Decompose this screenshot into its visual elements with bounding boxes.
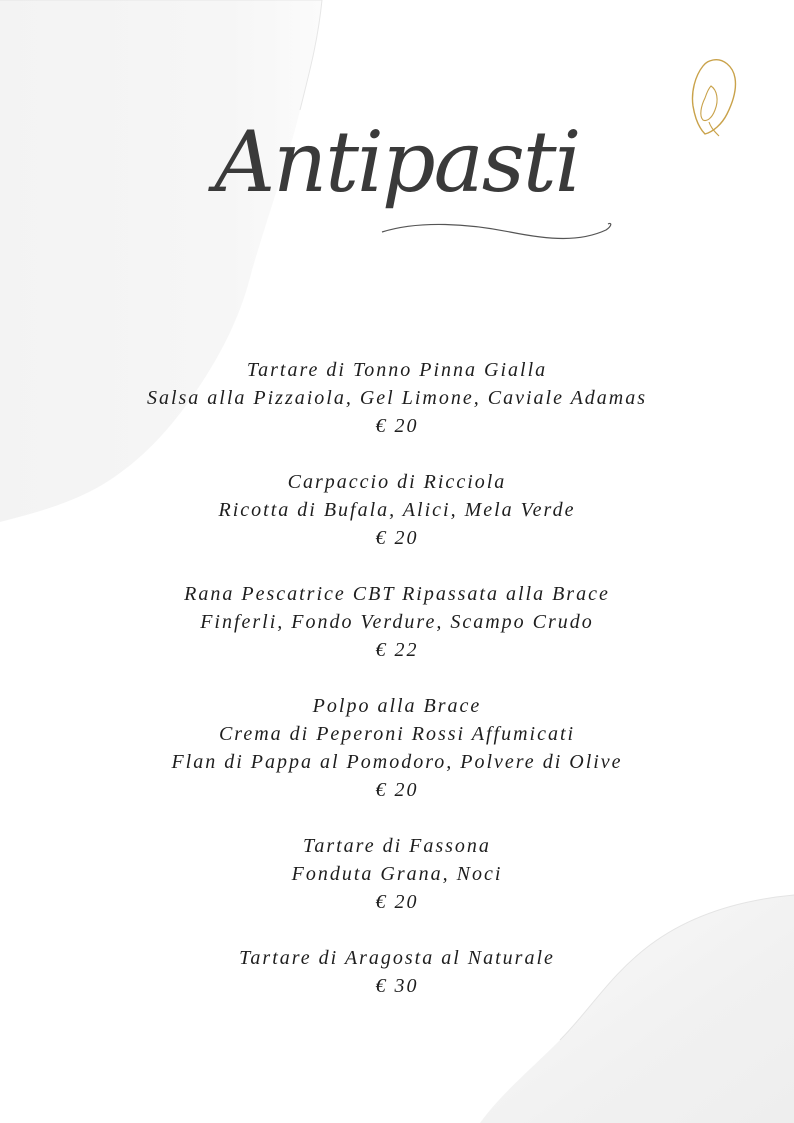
dish-description: Crema di Peperoni Rossi Affumicati (218, 723, 576, 745)
dish-price: € 30 (375, 975, 419, 997)
dish-price: € 20 (375, 891, 419, 913)
dish-price: € 20 (375, 779, 419, 801)
dish-name: Carpaccio di Ricciola (287, 471, 507, 493)
dish-name: Tartare di Tonno Pinna Gialla (246, 359, 548, 381)
menu-item (0, 580, 794, 664)
menu-item (0, 944, 794, 1000)
title-underline-swash (380, 212, 620, 248)
dish-description: Ricotta di Bufala, Alici, Mela Verde (218, 499, 576, 521)
menu-list (0, 356, 794, 1028)
menu-item (0, 692, 794, 804)
menu-item (0, 832, 794, 916)
dish-name: Rana Pescatrice CBT Ripassata alla Brace (184, 583, 610, 605)
dish-price: € 20 (375, 415, 419, 437)
dish-name: Tartare di Aragosta al Naturale (239, 947, 555, 969)
menu-item (0, 356, 794, 440)
dish-description: Salsa alla Pizzaiola, Gel Limone, Caviale Adamas (146, 387, 648, 409)
page-title: Antipasti (214, 113, 580, 211)
dish-price: € 20 (375, 527, 419, 549)
dish-name: Tartare di Fassona (303, 835, 491, 857)
dish-description: Flan di Pappa al Pomodoro, Polvere di Olive (171, 751, 623, 773)
menu-item (0, 468, 794, 552)
dish-price: € 22 (375, 639, 419, 661)
dish-name: Polpo alla Brace (312, 695, 482, 717)
dish-description: Finferli, Fondo Verdure, Scampo Crudo (200, 611, 594, 633)
dish-description: Fonduta Grana, Noci (291, 863, 503, 885)
